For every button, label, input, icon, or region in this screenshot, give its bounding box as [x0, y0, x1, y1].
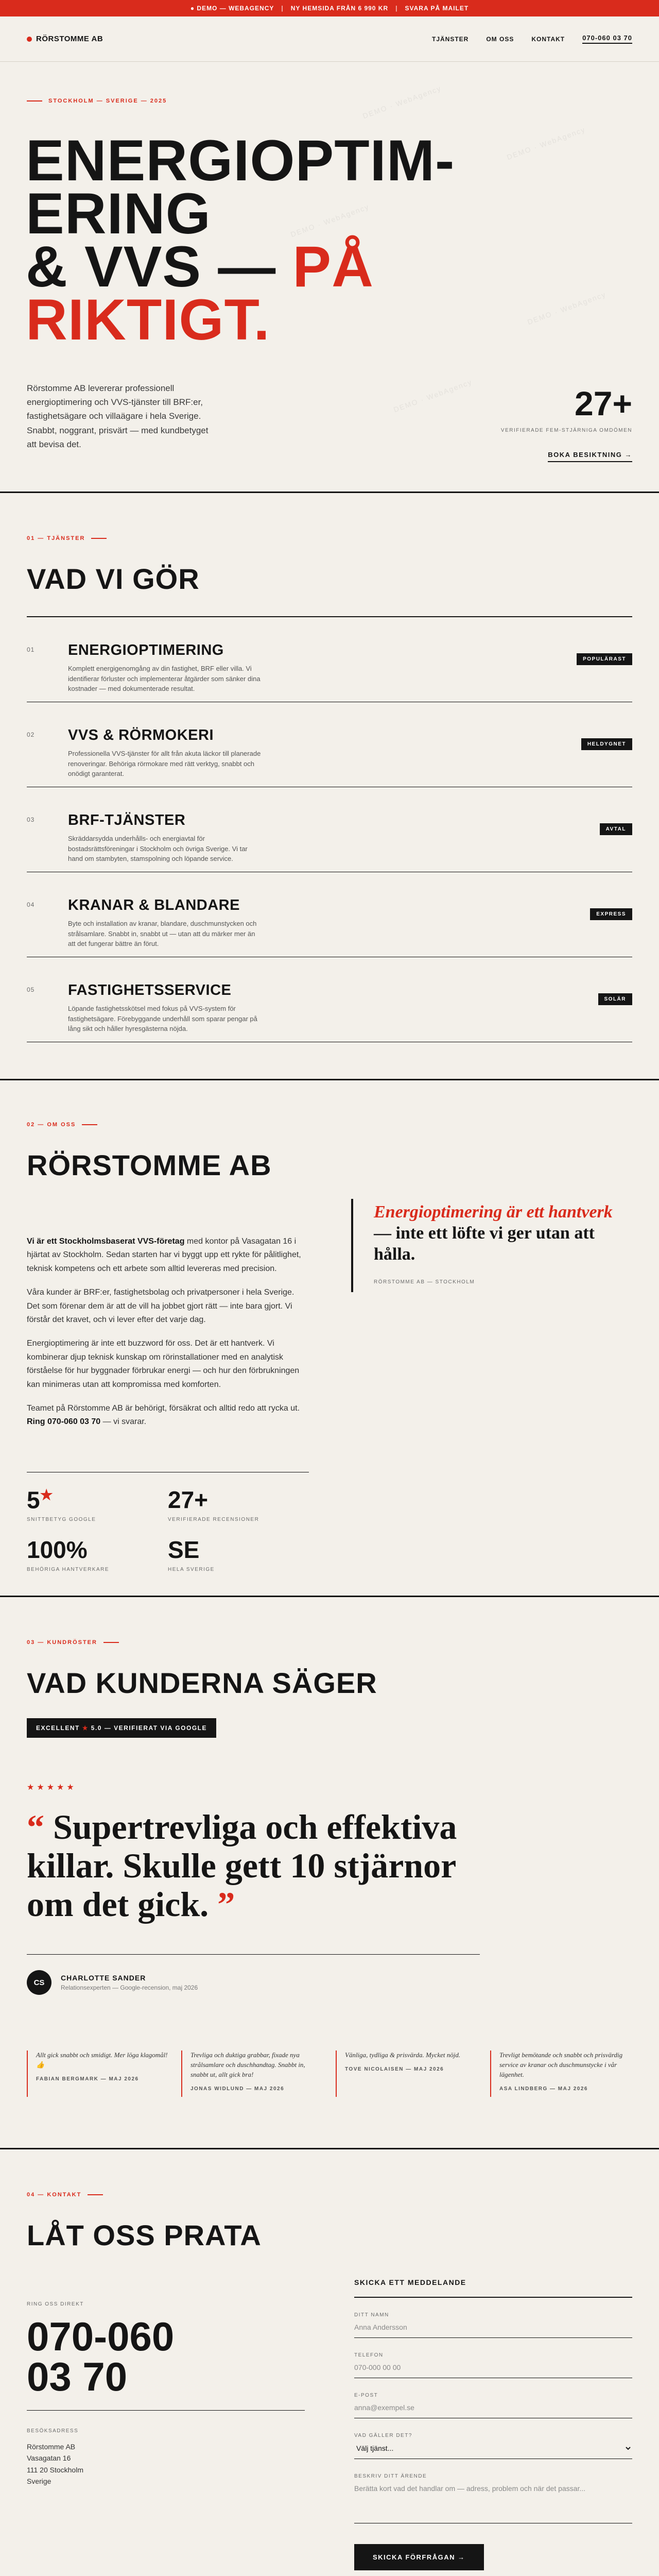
contact-phone-link[interactable]	[27, 2316, 243, 2397]
eyebrow-line	[88, 2194, 103, 2195]
address-line: Vasagatan 16	[27, 2454, 71, 2463]
stat-label: BEHÖRIGA HANTVERKARE	[27, 1567, 110, 1573]
services-eyebrow	[27, 535, 632, 541]
service-number: 04	[27, 901, 35, 908]
email-field-group	[354, 2378, 632, 2418]
featured-review-quote	[27, 1808, 470, 1923]
open-quote-icon: “	[27, 1807, 44, 1846]
name-field-group	[354, 2298, 632, 2338]
star-icon: ★	[82, 1724, 89, 1732]
rating-stars-icon: ★★★★★	[27, 1783, 77, 1792]
contact-details	[27, 2301, 305, 2487]
about-text-span: med kontor på Vasagatan 16 i hjärtat av Stockholm. Sedan starten har vi byggt upp ett rykte för pålitlighet, teknisk kompetens och ett arbete som alltid levereras med precision.	[27, 1237, 301, 1273]
service-title: FASTIGHETSSERVICE	[68, 982, 232, 998]
message-label: BESKRIV DITT ÄRENDE	[354, 2473, 427, 2479]
badge-text: EXCELLENT	[36, 1724, 80, 1732]
stat-label: HELA SVERIGE	[168, 1567, 215, 1573]
review-cards	[27, 2050, 632, 2097]
review-card-text: Trevligt bemötande och snabbt och prisvärdig service av kranar och duschmunstycke i vår lägenhet.	[499, 2051, 623, 2078]
review-card-author: ASA LINDBERG — MAJ 2026	[499, 2086, 588, 2092]
form-title: SKICKA ETT MEDDELANDE	[354, 2278, 632, 2298]
service-title: BRF-TJÄNSTER	[68, 812, 186, 828]
watermark: DEMO · WebAgency	[392, 377, 474, 414]
review-card-author: JONAS WIDLUND — MAJ 2026	[190, 2086, 285, 2092]
stat-item	[27, 1538, 168, 1572]
nav-link-about[interactable]: OM OSS	[486, 35, 514, 43]
phone-line: 070-060	[27, 2314, 175, 2359]
email-label: E-POST	[354, 2393, 378, 2398]
banner-item-price: NY HEMSIDA FRÅN 6 990 KR	[290, 5, 389, 12]
reviewer-info	[61, 1974, 198, 1991]
nav-link-services[interactable]: TJÄNSTER	[432, 35, 469, 43]
service-number: 03	[27, 816, 35, 823]
watermark: DEMO · WebAgency	[526, 290, 608, 327]
nav-phone-link[interactable]: 070-060 03 70	[582, 34, 632, 44]
service-item[interactable]	[27, 957, 632, 1042]
avatar: CS	[27, 1970, 51, 1995]
address-block	[27, 2410, 305, 2487]
service-number: 01	[27, 646, 35, 653]
watermark: DEMO · WebAgency	[506, 125, 587, 162]
reviewer-name: CHARLOTTE SANDER	[61, 1974, 146, 1982]
about-paragraph	[27, 1235, 309, 1276]
about-stats	[27, 1472, 309, 1572]
review-card	[27, 2050, 169, 2097]
services-title: VAD VI GÖR	[27, 563, 200, 595]
stat-item	[27, 1488, 168, 1522]
reviews-section	[0, 1597, 659, 2148]
hero-stat	[501, 386, 632, 462]
about-quote-text	[374, 1202, 632, 1265]
close-quote-icon: ”	[217, 1884, 235, 1924]
services-section	[0, 493, 659, 1079]
review-card-author: TOVE NICOLAISEN — MAJ 2026	[345, 2066, 444, 2072]
hero-title-line: ERING	[26, 181, 211, 246]
review-card-text: Vänliga, tydliga & prisvärda. Mycket nöjd.	[345, 2051, 461, 2059]
banner-item-reply[interactable]: SVARA PÅ MAILET	[405, 5, 469, 12]
service-number: 02	[27, 731, 35, 738]
service-description: Skräddarsydda underhålls- och energiavtal för bostadsrättsföreningar i Stockholm och övriga Sverige. Vi tar hand om stambyten, stamspolning och löpande service.	[68, 835, 248, 862]
featured-review-text: Supertrevliga och effektiva killar. Skulle gett 10 stjärnor om det gick.	[27, 1807, 457, 1924]
stat-item	[168, 1488, 309, 1522]
nav-link-contact[interactable]: KONTAKT	[531, 35, 565, 43]
hero-title-accent: PÅ	[292, 234, 374, 299]
banner-item-demo: ● DEMO — WEBAGENCY	[190, 5, 274, 12]
banner-separator: |	[395, 5, 398, 12]
phone-field-label: TELEFON	[354, 2352, 384, 2358]
reviews-eyebrow	[27, 1639, 632, 1646]
service-description: Professionella VVS-tjänster för allt från akuta läckor till planerade renoveringar. Behöriga rörmokare med rätt verktyg, snabbt och onödigt garanterat.	[68, 750, 261, 777]
submit-button[interactable]: SKICKA FÖRFRÅGAN →	[354, 2544, 484, 2570]
service-title: VVS & RÖRMOKERI	[68, 727, 214, 743]
service-tag: HELDYGNET	[581, 738, 632, 750]
phone-input[interactable]	[354, 2363, 632, 2371]
contact-title: LÅT OSS PRATA	[27, 2219, 262, 2251]
contact-eyebrow-text: 04 — KONTAKT	[27, 2192, 82, 2198]
service-description: Löpande fastighetsskötsel med fokus på VVS-system för fastighetsägare. Förebyggande underhåll som sparar pengar på lång sikt och håller hyresgästerna nöjda.	[68, 1005, 257, 1032]
service-item[interactable]	[27, 872, 632, 957]
main-nav	[432, 34, 632, 44]
banner-separator: |	[281, 5, 284, 12]
reviews-title: VAD KUNDERNA SÄGER	[27, 1667, 377, 1699]
hero-section	[0, 62, 659, 492]
hero-title-accent: RIKTIGT.	[26, 287, 270, 352]
stat-label: SNITTBETYG GOOGLE	[27, 1517, 96, 1523]
service-tag: AVTAL	[600, 823, 632, 835]
site-header	[0, 16, 659, 62]
quote-accent: Energioptimering är ett hantverk	[374, 1202, 613, 1222]
name-input[interactable]	[354, 2323, 632, 2331]
message-textarea[interactable]	[354, 2484, 632, 2515]
services-list	[27, 616, 632, 1042]
address-label: BESÖKSADRESS	[27, 2428, 79, 2434]
review-card-text: Trevliga och duktiga grabbar, fixade nya strålsamlare och duschhandtag. Snabbt in, snabbt ut, allt gick bra!	[190, 2051, 305, 2078]
phone-label: RING OSS DIREKT	[27, 2301, 84, 2307]
stat-item	[168, 1538, 309, 1572]
about-quote-attribution: RÖRSTOMME AB — STOCKHOLM	[374, 1279, 475, 1285]
book-inspection-link[interactable]: BOKA BESIKTNING →	[548, 451, 632, 462]
review-card	[181, 2050, 323, 2097]
service-tag: POPULÄRAST	[577, 653, 632, 665]
address-text	[27, 2441, 305, 2487]
hero-title-line: ENERGIOPTIM-	[26, 128, 455, 193]
star-icon: ★	[40, 1487, 53, 1503]
about-paragraph: Energioptimering är inte ett buzzword för oss. Det är ett hantverk. Vi kombinerar djup teknisk kunskap om rörinstallationer med en analytisk förståelse för hur byggnader förbrukar energi — och hur den förbrukningen kan minimeras utan att kompromissa med komforten.	[27, 1339, 300, 1389]
service-description: Byte och installation av kranar, blandare, duschmunstycken och strålsamlare. Snabbt in, snabbt ut — utan att du märker mer än att det fungerar bättre än förut.	[68, 920, 257, 947]
service-select[interactable]	[354, 2444, 632, 2453]
service-title: ENERGIOPTIMERING	[68, 642, 224, 658]
service-label: VAD GÄLLER DET?	[354, 2433, 412, 2438]
about-eyebrow	[27, 1122, 632, 1128]
watermark: DEMO · WebAgency	[361, 83, 443, 121]
stat-value: SE	[168, 1536, 200, 1564]
service-tag: SOLÄR	[598, 993, 633, 1005]
services-eyebrow-text: 01 — TJÄNSTER	[27, 535, 85, 541]
about-text	[27, 1235, 309, 1439]
service-field-group	[354, 2418, 632, 2459]
demo-banner	[0, 0, 659, 16]
review-card	[336, 2050, 478, 2097]
featured-reviewer	[27, 1954, 480, 1995]
eyebrow-line	[27, 100, 42, 101]
contact-section	[0, 2149, 659, 2576]
google-rating-badge	[27, 1718, 216, 1738]
eyebrow-line	[91, 538, 107, 539]
contact-form	[354, 2278, 632, 2570]
hero-intro: Rörstomme AB levererar professionell energioptimering och VVS-tjänster till BRF:er, fastighetsägare och villaägare i hela Sverige. Snabbt, noggrant, prisvärt — med kundbetyget att bevisa det.	[27, 383, 209, 449]
about-eyebrow-text: 02 — OM OSS	[27, 1122, 76, 1128]
contact-eyebrow	[27, 2192, 632, 2198]
logo-text: RÖRSTOMME AB	[36, 35, 103, 43]
service-item[interactable]	[27, 787, 632, 872]
hero-title-line: & VVS —	[26, 234, 276, 299]
stat-value: 100%	[27, 1536, 88, 1564]
about-paragraph: Våra kunder är BRF:er, fastighetsbolag och privatpersoner i hela Sverige. Det som förenar dem är att de vill ha jobbet gjort rätt — inte bara gjort. Vi förstår det kravet, och vi lever efter det varje dag.	[27, 1288, 294, 1324]
service-item[interactable]	[27, 617, 632, 702]
name-label: DITT NAMN	[354, 2312, 389, 2318]
stat-value	[27, 1488, 168, 1512]
service-tag: EXPRESS	[590, 908, 632, 920]
service-description: Komplett energigenomgång av din fastighet, BRF eller villa. Vi identifierar förluster och implementerar åtgärder som sänker dina kostnader — med dokumenterade resultat.	[68, 665, 261, 692]
logo-dot-icon	[27, 37, 32, 42]
service-title: KRANAR & BLANDARE	[68, 897, 240, 913]
review-card-author: FABIAN BERGMARK — MAJ 2026	[36, 2076, 139, 2082]
service-item[interactable]	[27, 702, 632, 787]
about-section	[0, 1080, 659, 1596]
phone-line: 03 70	[27, 2354, 128, 2399]
stat-label: VERIFIERADE RECENSIONER	[168, 1517, 259, 1522]
about-quote	[351, 1199, 632, 1292]
email-input[interactable]	[354, 2403, 632, 2412]
logo[interactable]	[27, 35, 103, 43]
review-card	[490, 2050, 632, 2097]
about-paragraph	[27, 1402, 309, 1429]
badge-text: 5.0 — VERIFIERAT VIA GOOGLE	[91, 1724, 207, 1732]
service-number: 05	[27, 986, 35, 993]
watermark: DEMO · WebAgency	[289, 202, 371, 239]
quote-rest: — inte ett löfte vi ger utan att hålla.	[374, 1223, 595, 1264]
eyebrow-line	[82, 1124, 97, 1125]
about-phone-highlight[interactable]: Ring 070-060 03 70	[27, 1417, 101, 1427]
address-line: Sverige	[27, 2477, 51, 2486]
stat-value: 27+	[168, 1486, 209, 1513]
reviewer-meta: Relationsexperten — Google-recension, maj 2026	[61, 1984, 198, 1992]
hero-stat-value: 27+	[575, 384, 632, 422]
reviews-eyebrow-text: 03 — KUNDRÖSTER	[27, 1639, 97, 1646]
stat-number: 5	[27, 1486, 40, 1514]
hero-eyebrow	[27, 98, 167, 104]
message-field-group	[354, 2459, 632, 2523]
hero-stat-label: VERIFIERADE FEM-STJÄRNIGA OMDÖMEN	[500, 428, 632, 433]
address-line: 111 20 Stockholm	[27, 2465, 83, 2474]
about-text-span: Teamet på Rörstomme AB är behörigt, försäkrat och alltid redo att rycka ut.	[27, 1403, 300, 1413]
about-title: RÖRSTOMME AB	[27, 1149, 272, 1181]
address-line: Rörstomme AB	[27, 2443, 76, 2451]
phone-field-group	[354, 2338, 632, 2378]
review-card-text: Allt gick snabbt och smidigt. Mer löga klagomål! 👍	[36, 2051, 168, 2069]
hero-title	[26, 128, 541, 352]
hero-eyebrow-text: STOCKHOLM — SVERIGE — 2025	[48, 98, 167, 104]
about-text-span: — vi svarar.	[100, 1417, 147, 1427]
about-highlight: Vi är ett Stockholmsbaserat VVS-företag	[27, 1237, 185, 1246]
eyebrow-line	[103, 1642, 119, 1643]
